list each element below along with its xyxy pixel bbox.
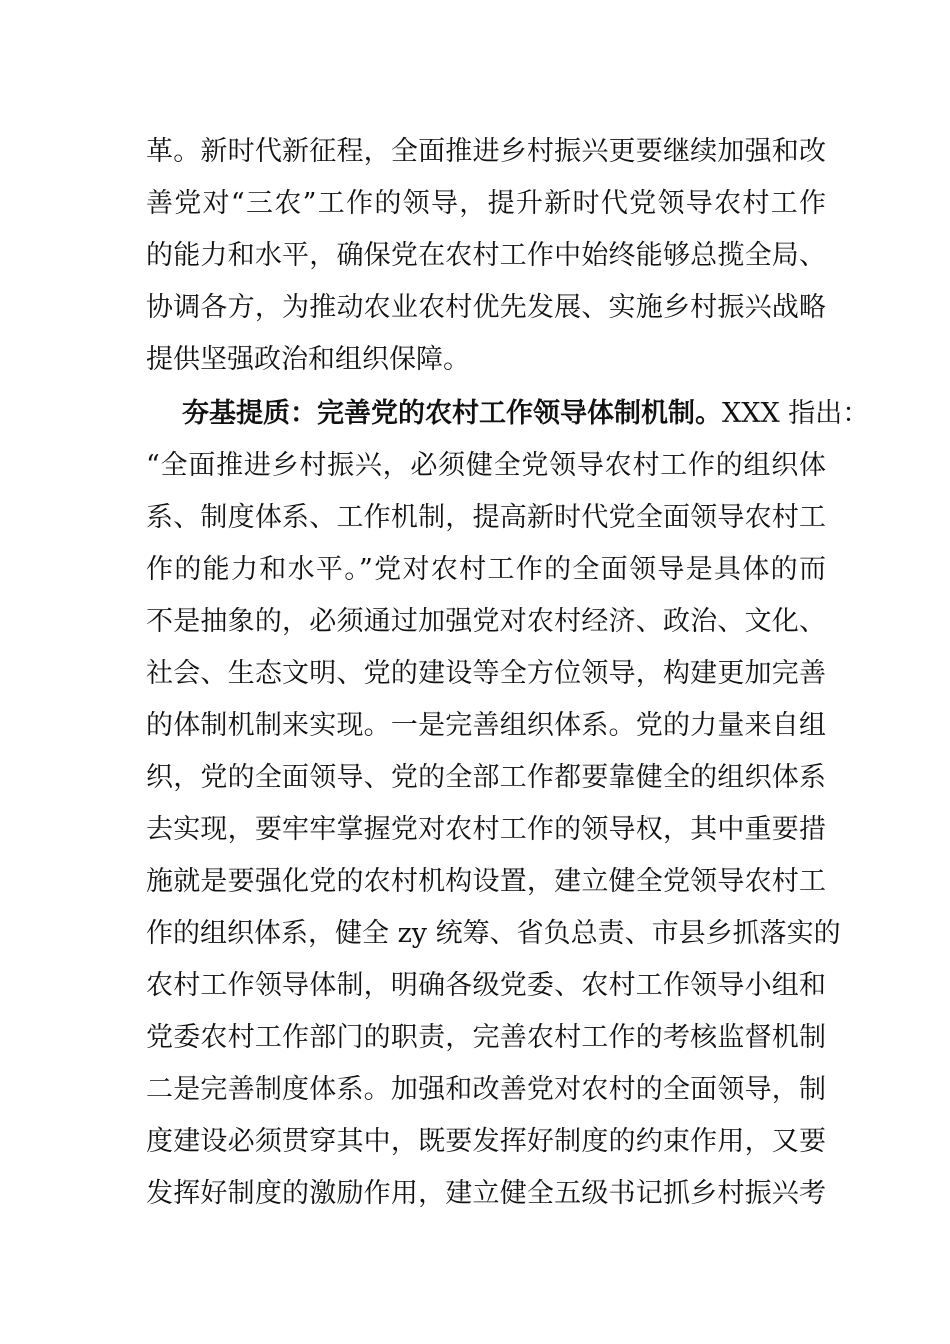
paragraph-line: 农村工作领导体制，明确各级党委、农村工作领导小组和 [146,970,826,1001]
paragraph-line: 善党对“三农”工作的领导，提升新时代党领导农村工作 [146,188,826,219]
paragraph-line: 二是完善制度体系。加强和改善党对农村的全面领导，制 [146,1074,826,1105]
paragraph-line: 社会、生态文明、党的建设等全方位领导，构建更加完善 [146,658,826,689]
paragraph-line: 的能力和水平，确保党在农村工作中始终能够总揽全局、 [146,240,826,271]
paragraph-first-line [146,388,870,440]
paragraph-line: 革。新时代新征程，全面推进乡村振兴更要继续加强和改 [146,136,826,167]
paragraph-line: 党委农村工作部门的职责，完善农村工作的考核监督机制 [146,1022,826,1053]
paragraph-line: 织，党的全面领导、党的全部工作都要靠健全的组织体系 [146,762,826,793]
paragraph-line: 系、制度体系、工作机制，提高新时代党全面领导农村工 [146,502,826,533]
paragraph-line: 发挥好制度的激励作用，建立健全五级书记抓乡村振兴考 [146,1178,826,1209]
paragraph-line: 协调各方，为推动农业农村优先发展、实施乡村振兴战略 [146,292,826,323]
paragraph-heading: 夯基提质：完善党的农村工作领导体制机制。 [182,398,722,429]
paragraph-1 [146,126,826,386]
paragraph-line: 去实现，要牢牢掌握党对农村工作的领导权，其中重要措 [146,814,826,845]
paragraph-line: 度建设必须贯穿其中，既要发挥好制度的约束作用，又要 [146,1126,826,1157]
paragraph-2 [146,388,870,1220]
paragraph-line: 施就是要强化党的农村机构设置，建立健全党领导农村工 [146,866,826,897]
paragraph-line: 作的能力和水平。”党对农村工作的全面领导是具体的而 [146,554,826,585]
paragraph-line: 不是抽象的，必须通过加强党对农村经济、政治、文化、 [146,606,826,637]
paragraph-line: 提供坚强政治和组织保障。 [146,344,470,375]
paragraph-line: “全面推进乡村振兴，必须健全党领导农村工作的组织体 [146,450,826,481]
paragraph-first-line-text: XXX 指出： [722,398,870,429]
paragraph-line: 的体制机制来实现。一是完善组织体系。党的力量来自组 [146,710,826,741]
paragraph-line: 作的组织体系，健全 zy 统筹、省负总责、市县乡抓落实的 [146,918,841,949]
